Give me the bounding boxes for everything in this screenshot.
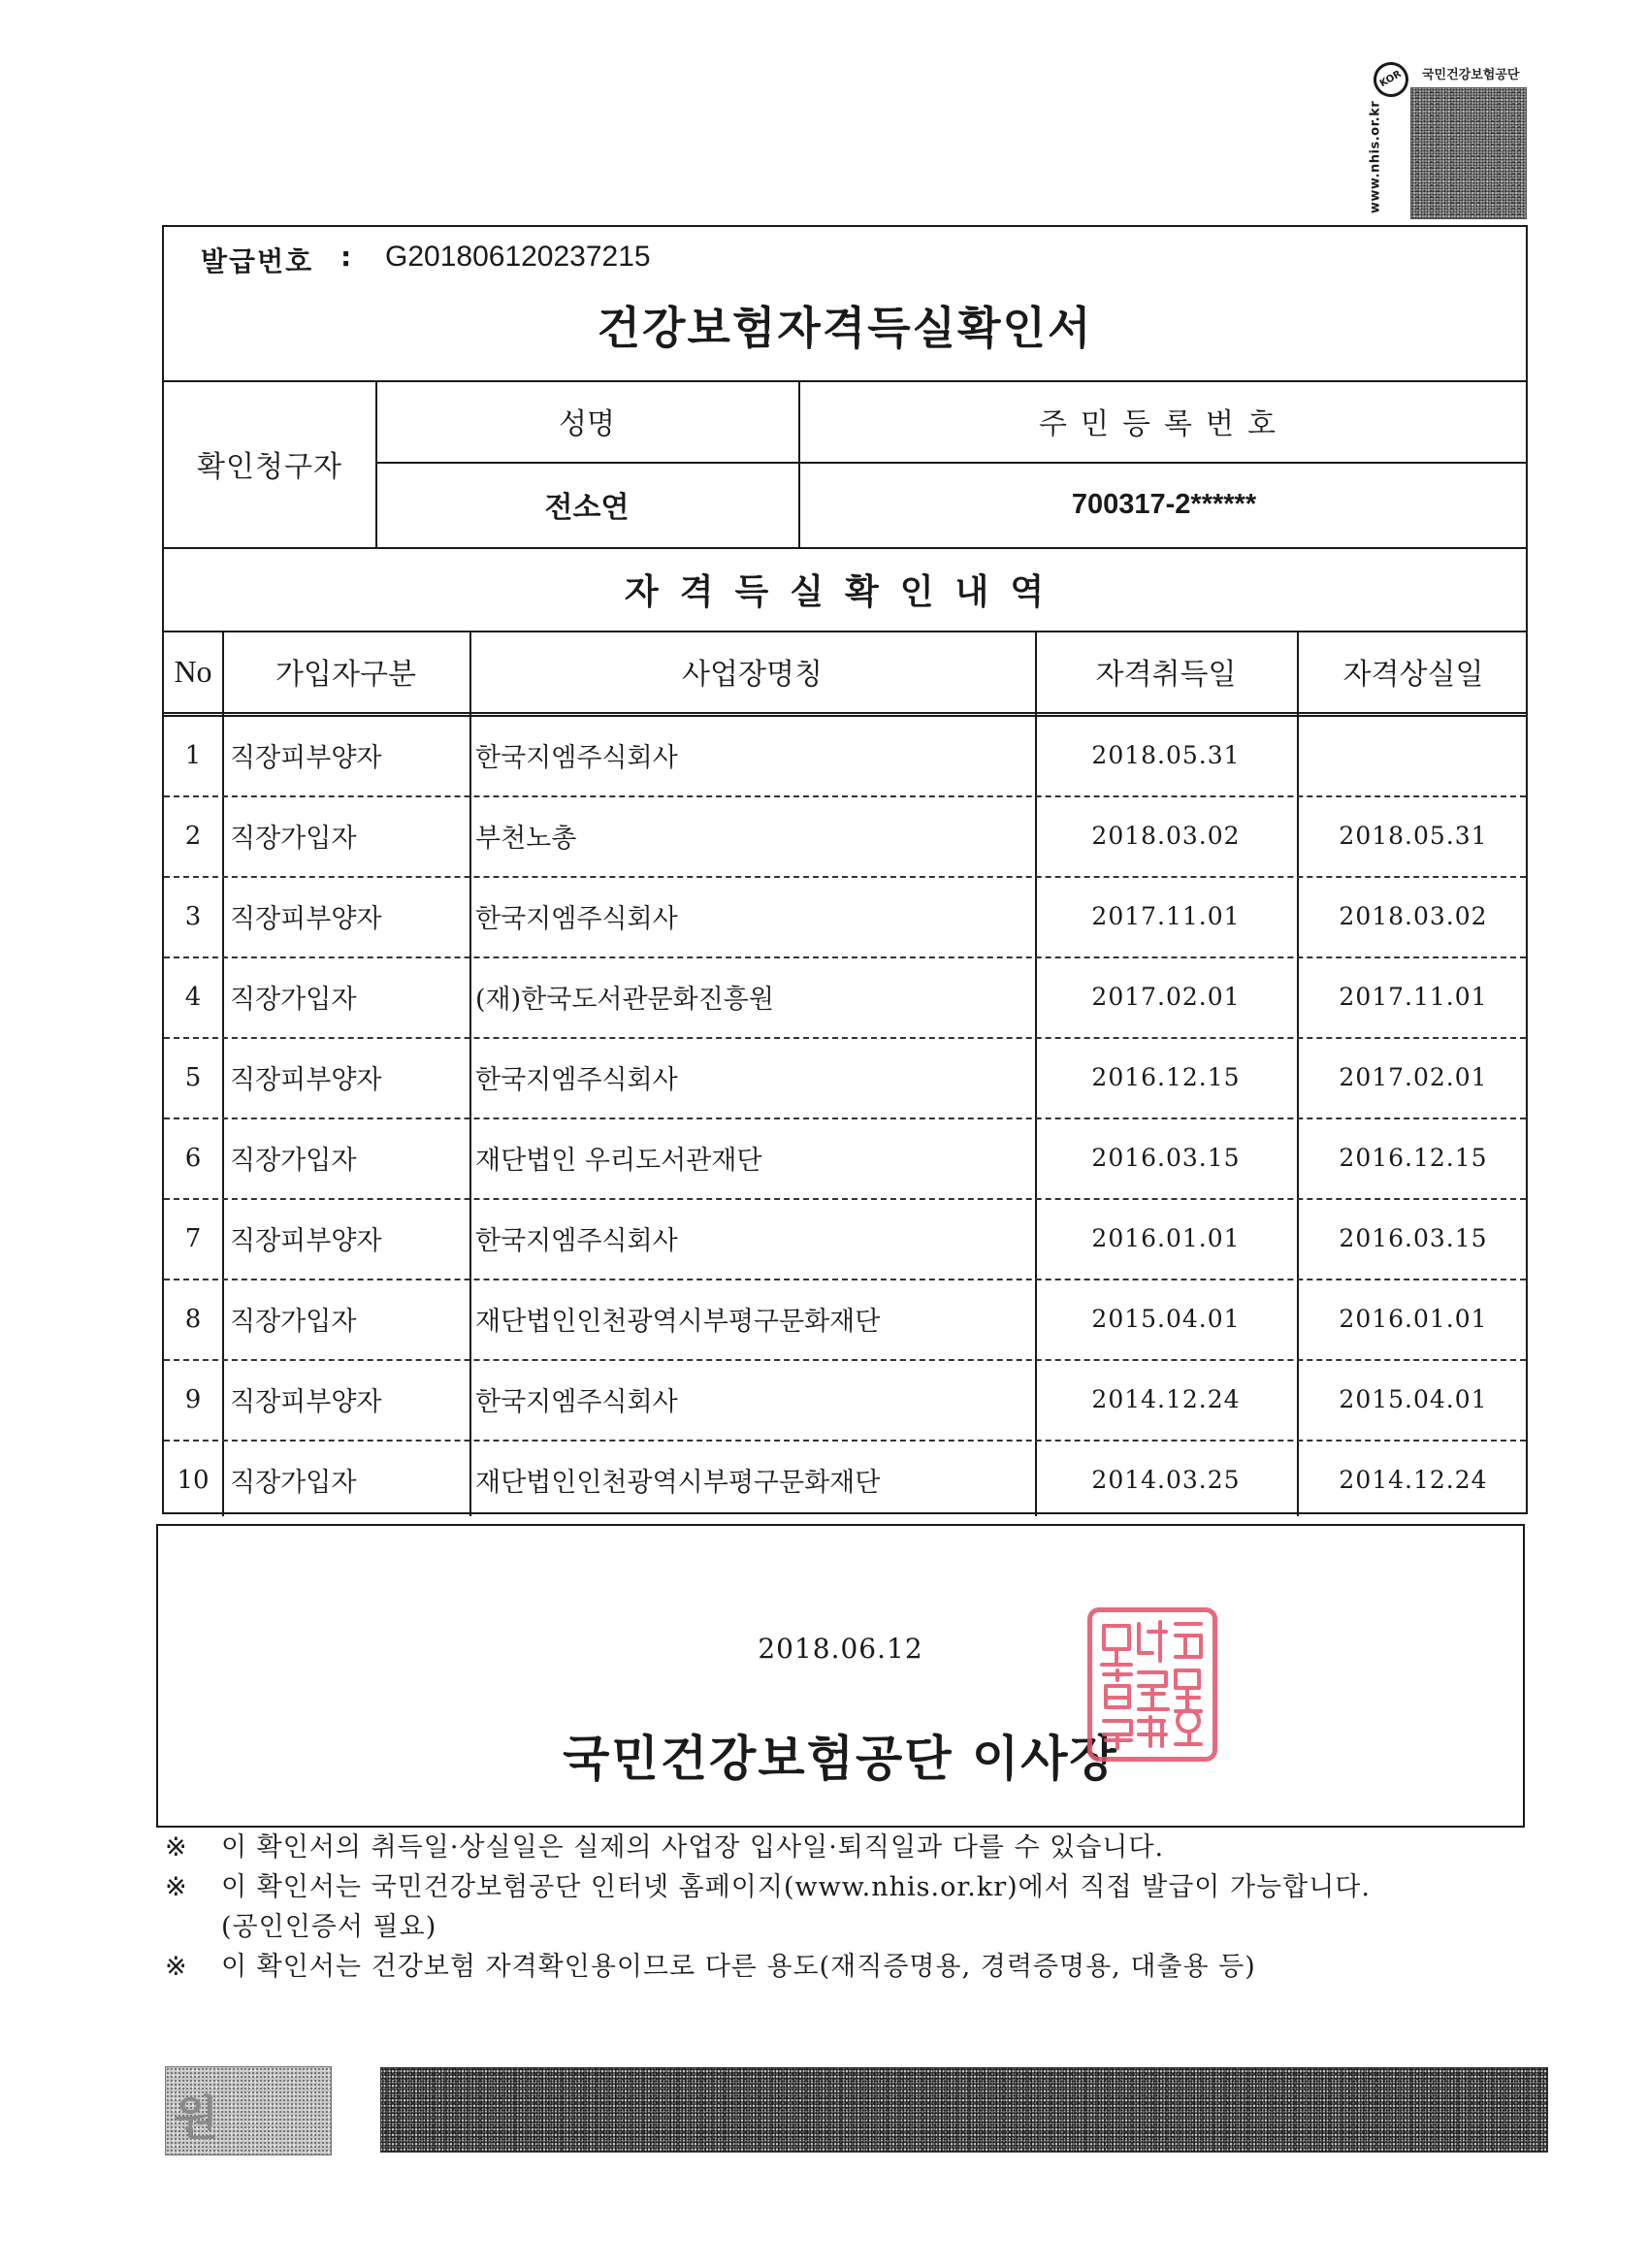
table-row <box>164 795 1526 876</box>
column-header-lost: 자격상실일 <box>1342 658 1484 692</box>
row-lost-date <box>1297 715 1530 795</box>
table-row <box>164 1198 1526 1279</box>
note-text: 이 확인서의 취득일·상실일은 실제의 사업장 입사일·퇴직일과 다를 수 있습니다. <box>221 1832 1165 1863</box>
row-lost-date: 2018.05.31 <box>1339 822 1488 850</box>
row-acquired-date: 2018.03.02 <box>1091 822 1241 850</box>
row-acquired-date: 2016.12.15 <box>1091 1063 1241 1091</box>
row-no: 4 <box>184 982 202 1012</box>
document-title: 건강보험자격득실확인서 <box>597 302 1093 354</box>
note-mark: ※ <box>165 1872 188 1902</box>
row-member-type: 직장가입자 <box>230 1146 357 1176</box>
table-row <box>164 1359 1526 1440</box>
issue-number-value: G201806120237215 <box>385 241 651 273</box>
row-business-name: 부천노총 <box>475 824 577 854</box>
issue-date: 2018.06.12 <box>758 1633 923 1665</box>
requester-rrn: 700317-2****** <box>1071 488 1257 520</box>
qr-verification-mark <box>1368 62 1528 223</box>
row-acquired-date: 2014.03.25 <box>1091 1466 1241 1494</box>
row-lost-date: 2018.03.02 <box>1339 902 1488 930</box>
row-acquired-date: 2016.03.15 <box>1091 1144 1241 1172</box>
column-header-acquired: 자격취득일 <box>1095 658 1237 692</box>
row-lost-date: 2014.12.24 <box>1339 1466 1488 1494</box>
row-member-type: 직장피부양자 <box>230 743 382 773</box>
row-lost-date: 2016.03.15 <box>1339 1224 1488 1252</box>
row-acquired-date: 2018.05.31 <box>1091 741 1241 769</box>
column-header-type: 가입자구분 <box>275 658 416 692</box>
official-seal-icon <box>1087 1607 1217 1762</box>
row-business-name: 한국지엠주식회사 <box>475 743 678 773</box>
requester-label: 확인청구자 <box>197 450 342 484</box>
security-code-glyph: 원 <box>174 2091 219 2146</box>
qr-caption: 국민건강보험공단 <box>1422 68 1520 82</box>
row-lost-date: 2016.12.15 <box>1339 1144 1488 1172</box>
table-row <box>164 1118 1526 1198</box>
row-acquired-date: 2014.12.24 <box>1091 1385 1241 1413</box>
kora-logo-icon: KOR <box>1367 55 1414 103</box>
note-text: 이 확인서는 국민건강보험공단 인터넷 홈페이지(www.nhis.or.kr)에서 직접 발급이 가능합니다. <box>221 1872 1371 1902</box>
row-no: 5 <box>184 1062 202 1092</box>
row-acquired-date: 2017.11.01 <box>1091 902 1241 930</box>
requester-name: 전소연 <box>544 491 630 525</box>
history-section-title: 자격득실확인내역 <box>624 571 1066 612</box>
row-acquired-date: 2017.02.01 <box>1091 983 1241 1011</box>
row-business-name: 한국지엠주식회사 <box>475 1387 678 1417</box>
note-mark: ※ <box>165 1832 188 1863</box>
issuer-name: 국민건강보험공단 이사장 <box>563 1731 1118 1787</box>
table-row <box>164 1279 1526 1359</box>
qr-url-vertical: www.nhis.or.kr <box>1368 100 1383 214</box>
row-no: 7 <box>184 1223 202 1253</box>
row-business-name: (재)한국도서관문화진흥원 <box>475 985 774 1015</box>
rrn-header: 주민등록번호 <box>1039 407 1289 441</box>
issue-number-label: 발급번호 <box>201 245 314 277</box>
row-no: 6 <box>184 1143 202 1173</box>
column-header-no: No <box>174 653 212 689</box>
row-business-name: 한국지엠주식회사 <box>475 1065 678 1095</box>
row-member-type: 직장가입자 <box>230 1468 357 1498</box>
note-continuation: (공인인증서 필요) <box>221 1912 437 1942</box>
row-lost-date: 2017.11.01 <box>1339 983 1488 1011</box>
row-lost-date: 2016.01.01 <box>1339 1305 1488 1333</box>
row-no: 8 <box>184 1304 202 1334</box>
note-item <box>165 1867 1523 1907</box>
notes-section <box>165 1828 1523 2000</box>
note-text: 이 확인서는 건강보험 자격확인용이므로 다른 용도(재직증명용, 경력증명용, 대출용 등) <box>221 1952 1256 1982</box>
note-mark: ※ <box>165 1952 188 1982</box>
rule <box>164 712 1526 714</box>
row-member-type: 직장피부양자 <box>230 1387 382 1417</box>
table-row <box>164 1440 1526 1520</box>
row-business-name: 재단법인 우리도서관재단 <box>475 1146 762 1176</box>
row-no: 2 <box>184 821 202 851</box>
security-code-small <box>165 2066 332 2155</box>
row-no: 1 <box>184 740 202 770</box>
row-member-type: 직장가입자 <box>230 824 357 854</box>
row-member-type: 직장가입자 <box>230 985 357 1015</box>
issue-number-colon: : <box>340 241 352 273</box>
row-no: 3 <box>184 901 202 931</box>
row-member-type: 직장피부양자 <box>230 1065 382 1095</box>
note-item <box>165 1828 1523 1867</box>
row-no: 9 <box>184 1384 202 1414</box>
row-business-name: 재단법인인천광역시부평구문화재단 <box>475 1468 881 1498</box>
table-row <box>164 956 1526 1037</box>
row-acquired-date: 2016.01.01 <box>1091 1224 1241 1252</box>
row-member-type: 직장가입자 <box>230 1307 357 1337</box>
column-header-business: 사업장명칭 <box>682 658 823 692</box>
row-lost-date: 2017.02.01 <box>1339 1063 1488 1091</box>
table-row <box>164 715 1526 795</box>
note-truncated-line <box>165 1987 1523 2000</box>
issuance-box <box>156 1524 1525 1828</box>
note-item <box>165 1947 1523 1987</box>
security-barcode <box>380 2067 1548 2153</box>
row-no: 10 <box>177 1465 210 1495</box>
row-acquired-date: 2015.04.01 <box>1091 1305 1241 1333</box>
row-member-type: 직장피부양자 <box>230 1226 382 1256</box>
certificate-frame <box>162 225 1528 1514</box>
row-lost-date: 2015.04.01 <box>1339 1385 1488 1413</box>
row-business-name: 재단법인인천광역시부평구문화재단 <box>475 1307 881 1337</box>
qr-code <box>1410 87 1527 219</box>
name-header: 성명 <box>559 407 615 441</box>
row-member-type: 직장피부양자 <box>230 904 382 934</box>
table-row <box>164 1037 1526 1118</box>
row-business-name: 한국지엠주식회사 <box>475 1226 678 1256</box>
row-business-name: 한국지엠주식회사 <box>475 904 678 934</box>
table-row <box>164 876 1526 956</box>
